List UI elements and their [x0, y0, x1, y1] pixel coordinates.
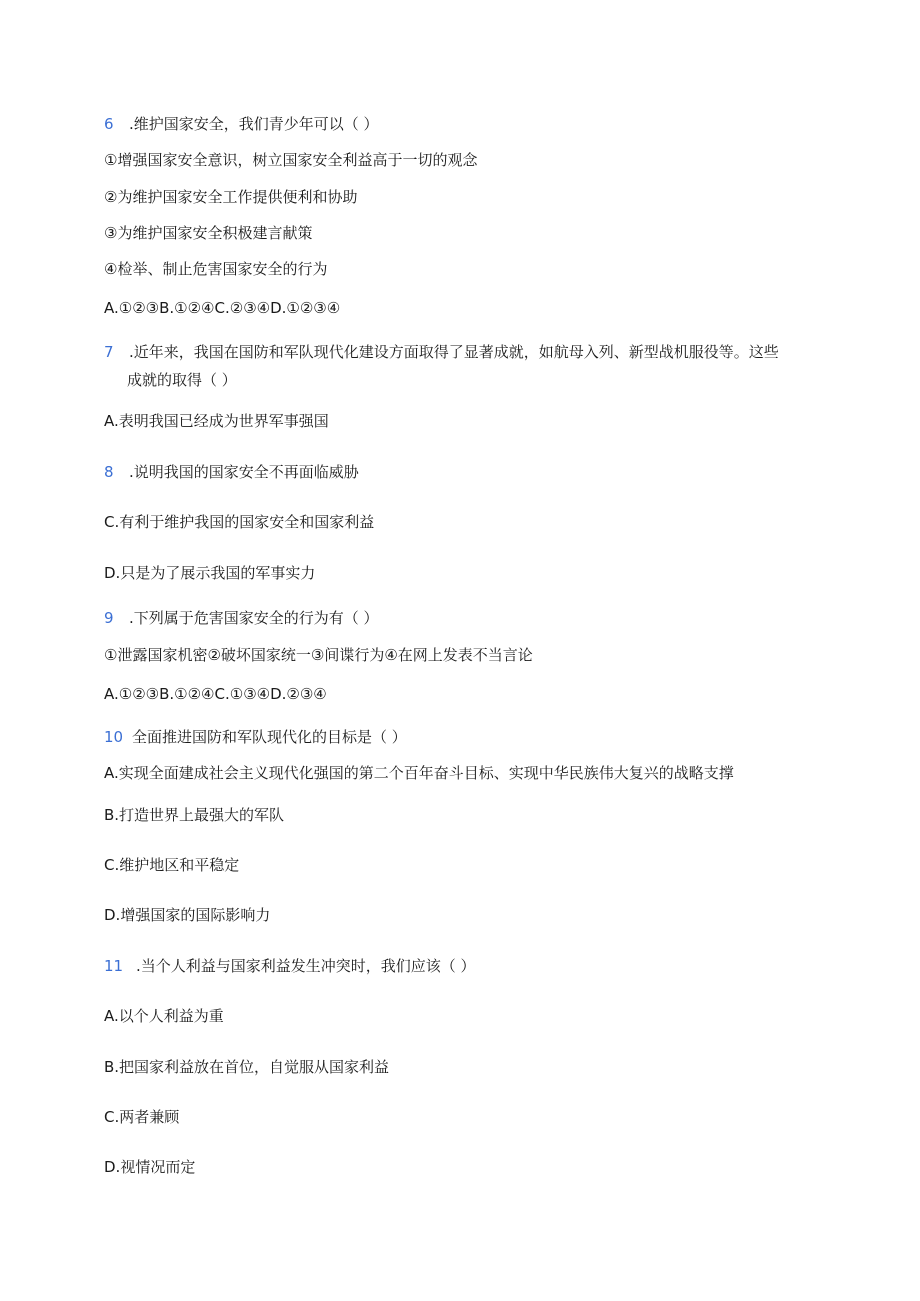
- question-text: .近年来，我国在国防和军队现代化建设方面取得了显著成就，如航母入列、新型战机服役等。这些: [129, 343, 779, 361]
- question-text: .维护国家安全，我们青少年可以（ ）: [129, 115, 379, 133]
- answer-option: A.以个人利益为重: [104, 1007, 224, 1025]
- answer-options: A.①②③B.①②④C.①③④D.②③④: [104, 685, 327, 703]
- statement-line: ③为维护国家安全积极建言献策: [104, 224, 313, 242]
- statement-line: ①增强国家安全意识，树立国家安全利益高于一切的观念: [104, 151, 478, 169]
- question-6: [104, 114, 379, 134]
- question-text: .当个人利益与国家利益发生冲突时，我们应该（ ）: [136, 957, 476, 975]
- answer-option: C.两者兼顾: [104, 1108, 180, 1126]
- question-text: .说明我国的国家安全不再面临威胁: [129, 463, 359, 481]
- question-number: 6: [104, 115, 114, 133]
- answer-option: A.实现全面建成社会主义现代化强国的第二个百年奋斗目标、实现中华民族伟大复兴的战略支撑: [104, 764, 734, 782]
- question-number: 7: [104, 343, 114, 361]
- answer-option: C.维护地区和平稳定: [104, 856, 240, 874]
- question-10: [104, 727, 407, 747]
- question-8: [104, 462, 359, 482]
- question-7: [104, 342, 779, 362]
- answer-option: D.只是为了展示我国的军事实力: [104, 564, 316, 582]
- question-number: 10: [104, 728, 124, 746]
- question-11: [104, 956, 476, 976]
- answer-option: D.视情况而定: [104, 1158, 196, 1176]
- question-text-continued: 成就的取得（ ）: [127, 371, 237, 389]
- answer-option: B.把国家利益放在首位，自觉服从国家利益: [104, 1058, 390, 1076]
- question-9: [104, 608, 379, 628]
- statement-line: ④检举、制止危害国家安全的行为: [104, 260, 328, 278]
- answer-option: D.增强国家的国际影响力: [104, 906, 271, 924]
- answer-option: A.表明我国已经成为世界军事强国: [104, 412, 329, 430]
- statement-line: ①泄露国家机密②破坏国家统一③间谍行为④在网上发表不当言论: [104, 646, 533, 664]
- question-number: 9: [104, 609, 114, 627]
- question-number: 11: [104, 957, 124, 975]
- answer-option: C.有利于维护我国的国家安全和国家利益: [104, 513, 375, 531]
- question-text: .下列属于危害国家安全的行为有（ ）: [129, 609, 379, 627]
- question-number: 8: [104, 463, 114, 481]
- answer-options: A.①②③B.①②④C.②③④D.①②③④: [104, 299, 341, 317]
- statement-line: ②为维护国家安全工作提供便利和协助: [104, 188, 358, 206]
- question-text: 全面推进国防和军队现代化的目标是（ ）: [132, 728, 407, 746]
- answer-option: B.打造世界上最强大的军队: [104, 806, 285, 824]
